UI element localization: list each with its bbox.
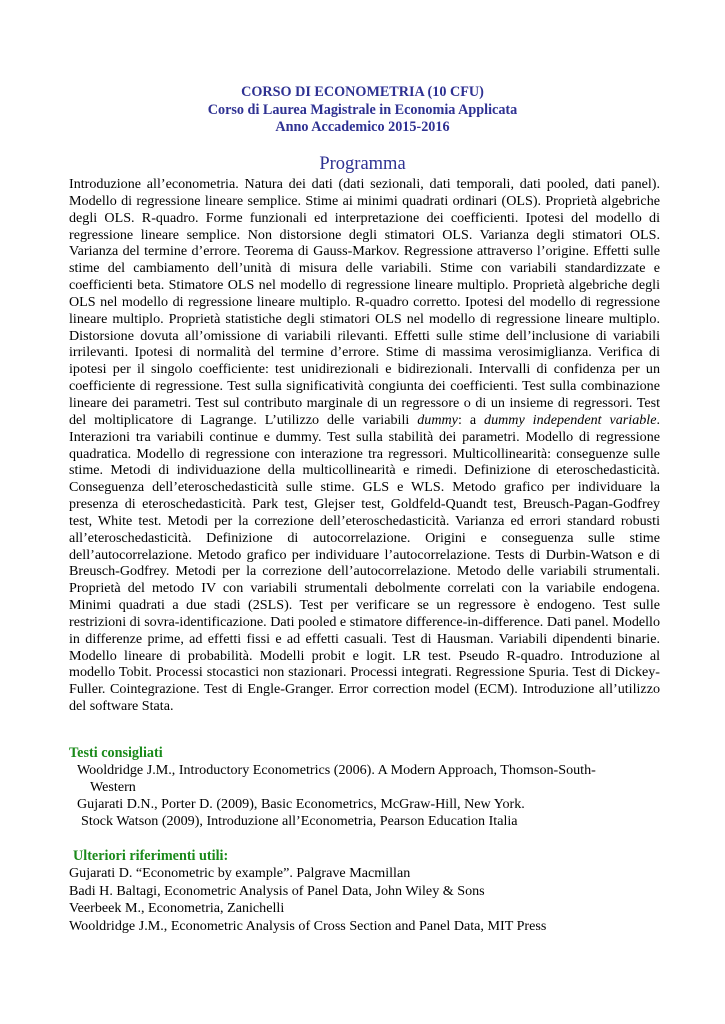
- list-item: Western: [90, 778, 136, 795]
- degree-title: Corso di Laurea Magistrale in Economia Applicata: [207, 101, 518, 118]
- academic-year: Anno Accademico 2015-2016: [275, 119, 450, 135]
- ulteriori-riferimenti-heading: Ulteriori riferimenti utili:: [73, 848, 229, 864]
- list-item: Veerbeek M., Econometria, Zanichelli: [69, 900, 285, 917]
- programma-paragraph: [69, 176, 660, 715]
- testi-consigliati-heading: Testi consigliati: [69, 745, 163, 761]
- list-item: Stock Watson (2009), Introduzione all’Econometria, Pearson Education Italia: [81, 812, 518, 829]
- programma-italic-dummy: dummy: [417, 411, 458, 428]
- course-header: [0, 84, 725, 137]
- list-item: Wooldridge J.M., Introductory Econometrics (2006). A Modern Approach, Thomson-South-: [77, 762, 596, 778]
- list-item: Gujarati D.N., Porter D. (2009), Basic Econometrics, McGraw-Hill, New York.: [77, 795, 525, 812]
- programma-text-1: Introduzione all’econometria. Natura dei dati (dati sezionali, dati temporali, dati pooled, dati panel). Modello di regressione lineare semplice. Stime ai minimi quadrati ordinari (OLS). Proprietà algebriche degli OLS. R-quadro. Forme funzionali ed interpretazione dei coefficienti. Ipotesi del modello di regressione lineare semplice. Non distorsione degli stimatori OLS. Varianza degli stimatori OLS. Varianza del termine d’errore. Teorema di Gauss-Markov. Regressione attraverso l’origine. Effetti sulle stime del cambiamento dell’unità di misura delle variabili. Stime con variabili standardizzate e coefficienti beta. Stimatore OLS nel modello di regressione lineare multiplo. Proprietà algebriche degli OLS nel modello di regressione lineare multiplo. R-quadro corretto. Ipotesi del modello di regressione lineare multiplo. Proprietà statistiche degli stimatori OLS nel modello di regressione lineare multiplo. Distorsione dovuta all’omissione di variabili rilevanti. Effetti sulle stime dell’inclusione di variabili irrilevanti. Ipotesi di normalità del termine d’errore. Stime di massima verosimiglianza. Verifica di ipotesi per il singolo coefficiente: test unidirezionali e bidirezionali. Intervalli di confidenza per un coefficiente di regressione. Test sulla significatività congiunta dei coefficienti. Test sulla combinazione lineare dei parametri. Test sul contributo marginale di un regressore o di un insieme di regressori. Test del moltiplicatore di Lagrange. L’utilizzo delle variabili: [69, 176, 660, 428]
- testi-consigliati-section: [69, 745, 660, 830]
- programma-heading: Programma: [319, 154, 406, 174]
- list-item: Wooldridge J.M., Econometric Analysis of Cross Section and Panel Data, MIT Press: [69, 917, 547, 934]
- programma-body: [69, 176, 660, 715]
- list-item: Gujarati D. “Econometric by example”. Palgrave Macmillan: [69, 865, 411, 881]
- programma-italic-dummy-independent: dummy independent variable: [484, 411, 657, 428]
- list-item: Badi H. Baltagi, Econometric Analysis of Panel Data, John Wiley & Sons: [69, 882, 485, 899]
- course-title: CORSO DI ECONOMETRIA (10 CFU): [241, 84, 484, 100]
- programma-text-2: : a: [457, 411, 485, 428]
- ulteriori-riferimenti-section: [69, 848, 660, 935]
- programma-text-3: . Interazioni tra variabili continue e dummy. Test sulla stabilità dei parametri. Modello di regressione quadratica. Modello di regressione con interazione tra regressori. Multicollinearità: conseguenze sulle stime. Metodi di individuazione della multicollinearità e rimedi. Definizione di eteroschedasticità. Conseguenza dell’eteroschedasticità sulle stime. GLS e WLS. Metodo grafico per individuare la presenza di eteroschedasticità. Park test, Glejser test, Goldfeld-Quandt test, Breusch-Pagan-Godfrey test, White test. Metodi per la correzione dell’eteroschedasticità. Varianza ed errori standard robusti all’eteroschedasticità. Definizione di autocorrelazione. Origini e conseguenza sulle stime dell’autocorrelazione. Metodo grafico per individuare l’autocorrelazione. Tests di Durbin-Watson e di Breusch-Godfrey. Metodi per la correzione dell’autocorrelazione. Metodo delle variabili strumentali. Proprietà del metodo IV con variabili strumentali debolmente correlati con la variabile endogena. Minimi quadrati a due stadi (2SLS). Test per verificare se un regressore è endogeno. Test sulle restrizioni di sovra-identificazione. Dati pooled e stimatore difference-in-difference. Dati panel. Modello in differenze prime, ad effetti fissi e ad effetti casuali. Test di Hausman. Variabili dipendenti binarie. Modello lineare di probabilità. Modelli probit e logit. LR test. Pseudo R-quadro. Introduzione al modello Tobit. Processi stocastici non stazionari. Processi integrati. Regressione Spuria. Test di Dickey-Fuller. Cointegrazione. Test di Engle-Granger. Error correction model (ECM). Introduzione all’utilizzo del software Stata.: [69, 411, 661, 715]
